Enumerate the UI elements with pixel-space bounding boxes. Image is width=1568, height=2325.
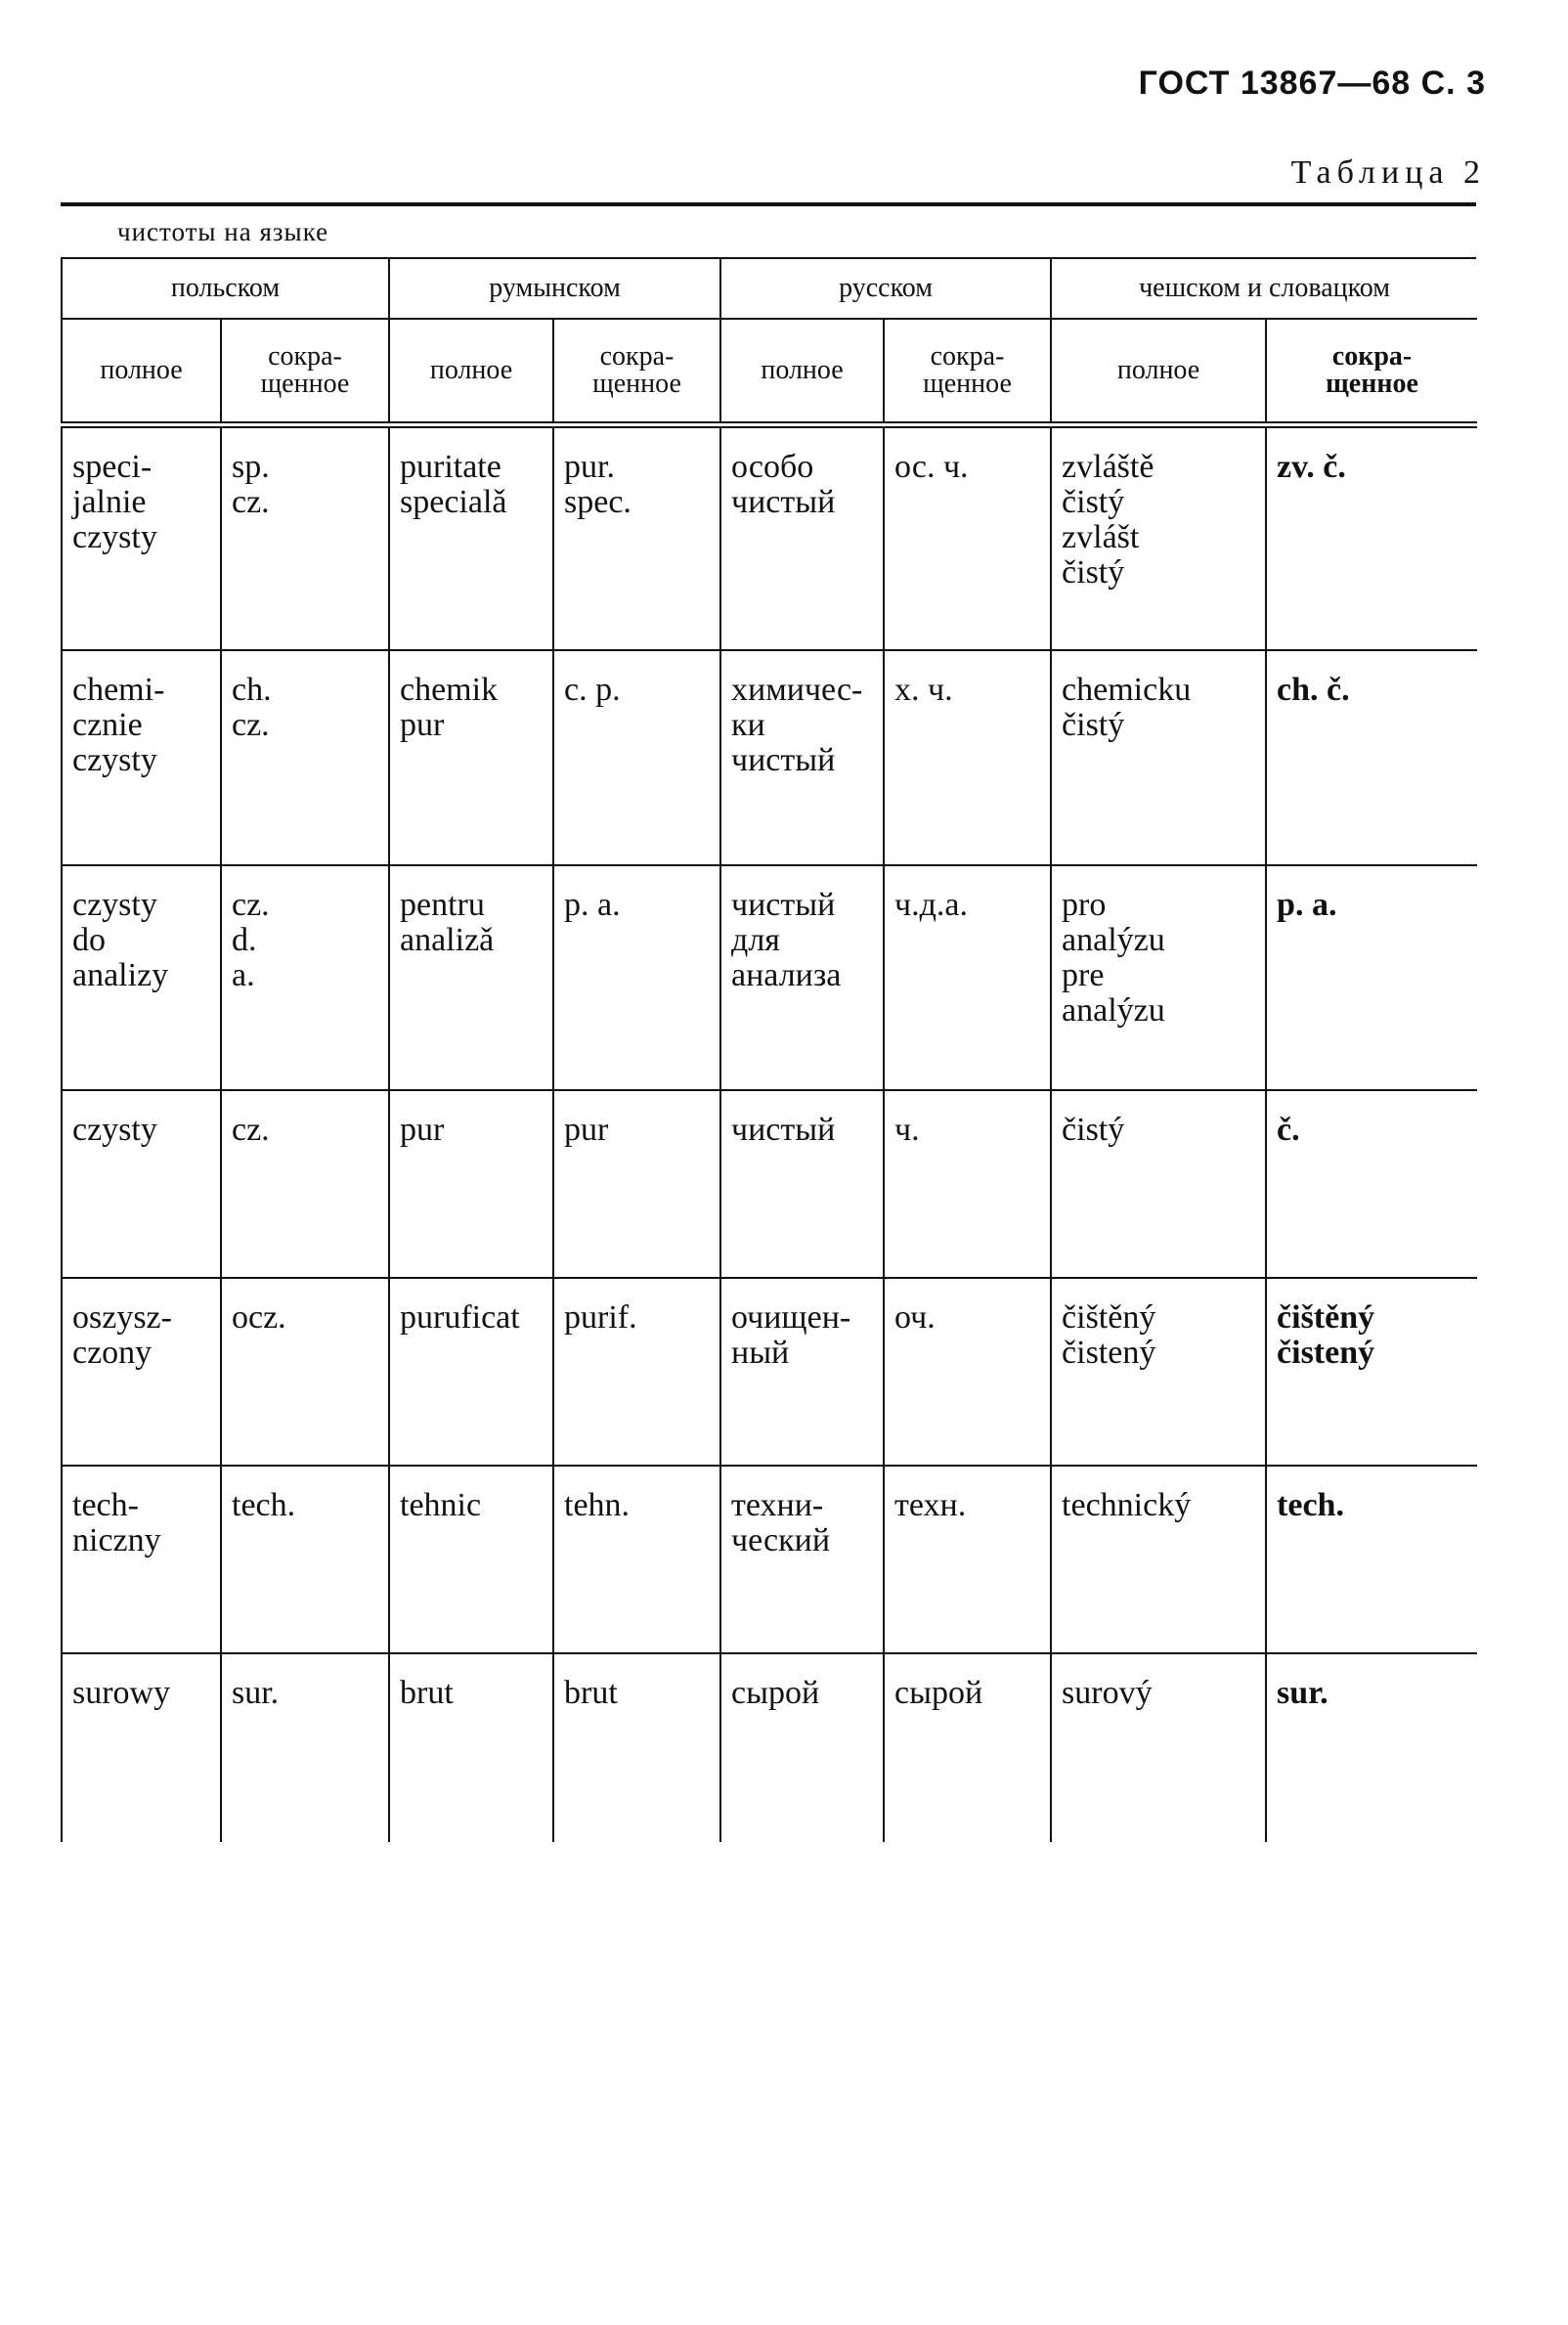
table-cell: техн. — [884, 1466, 1051, 1653]
table-cell: tehnic — [389, 1466, 553, 1653]
table-cell: technický — [1051, 1466, 1266, 1653]
table-cell: tehn. — [553, 1466, 720, 1653]
table-cell: czysty — [62, 1090, 221, 1278]
table-cell: tech- niczny — [62, 1466, 221, 1653]
table-cell: p. a. — [553, 865, 720, 1090]
table-row — [62, 865, 1477, 1090]
table-cell: čistý — [1051, 1090, 1266, 1278]
subheader-abbr: сокра- щенное — [221, 319, 389, 425]
table-cell: pur — [389, 1090, 553, 1278]
document-header: ГОСТ 13867—68 С. 3 — [1138, 65, 1486, 102]
table-cell: оч. — [884, 1278, 1051, 1466]
table-row — [62, 1278, 1477, 1466]
table-cell: х. ч. — [884, 650, 1051, 865]
table-cell: ч. — [884, 1090, 1051, 1278]
table-cell: pentru analizǎ — [389, 865, 553, 1090]
table-cell: sp. cz. — [221, 428, 389, 650]
table-body — [62, 428, 1477, 1842]
subheader-abbr: сокра- щенное — [553, 319, 720, 425]
table-cell: surowy — [62, 1653, 221, 1842]
table-cell: c. p. — [553, 650, 720, 865]
table-cell: очищен- ный — [720, 1278, 884, 1466]
table-cell: č. — [1266, 1090, 1477, 1278]
table-cell: pur. spec. — [553, 428, 720, 650]
table-cell: čištěný čistený — [1266, 1278, 1477, 1466]
table-cell: oszysz- czony — [62, 1278, 221, 1466]
table-row — [62, 1653, 1477, 1842]
table-cell: техни- ческий — [720, 1466, 884, 1653]
table-cell: чистый — [720, 1090, 884, 1278]
table-cell: chemicku čistý — [1051, 650, 1266, 865]
lang-header-polish: польском — [62, 259, 389, 319]
table-cell: puruficat — [389, 1278, 553, 1466]
subheader-abbr: сокра- щенное — [884, 319, 1051, 425]
lang-header-czech-slovak: чешском и словацком — [1051, 259, 1477, 319]
table-cell: purif. — [553, 1278, 720, 1466]
table-cell: chemi- cznie czysty — [62, 650, 221, 865]
table-cell: ch. cz. — [221, 650, 389, 865]
subheader-full: полное — [62, 319, 221, 425]
table-cell: brut — [389, 1653, 553, 1842]
table-cell: cz. d. a. — [221, 865, 389, 1090]
table-cell: особо чистый — [720, 428, 884, 650]
table-row — [62, 1090, 1477, 1278]
table-cell: сырой — [720, 1653, 884, 1842]
table-cell: химичес- ки чистый — [720, 650, 884, 865]
table-cell: puritate specialǎ — [389, 428, 553, 650]
table-cell: сырой — [884, 1653, 1051, 1842]
table-cell: speci- jalnie czysty — [62, 428, 221, 650]
table-cell: zvláště čistý zvlášt čistý — [1051, 428, 1266, 650]
table-cell: czysty do analizy — [62, 865, 221, 1090]
table-cell: surový — [1051, 1653, 1266, 1842]
table-cell: čištěný čistený — [1051, 1278, 1266, 1466]
table-cell: ос. ч. — [884, 428, 1051, 650]
table-cell: sur. — [221, 1653, 389, 1842]
lang-header-russian: русском — [720, 259, 1051, 319]
table-cell: ч.д.а. — [884, 865, 1051, 1090]
table-cell: zv. č. — [1266, 428, 1477, 650]
table-cell: чистый для анализа — [720, 865, 884, 1090]
table-cell: pro analýzu pre analýzu — [1051, 865, 1266, 1090]
table-cell: chemik pur — [389, 650, 553, 865]
table-row — [62, 1466, 1477, 1653]
table-cell: cz. — [221, 1090, 389, 1278]
subheader-full: полное — [720, 319, 884, 425]
lang-header-romanian: румынском — [389, 259, 720, 319]
purity-grades-table — [61, 259, 1477, 1842]
table-row — [62, 428, 1477, 650]
subheader-abbr: сокра- щенное — [1266, 319, 1477, 425]
table-cell: tech. — [1266, 1466, 1477, 1653]
table-cell: ch. č. — [1266, 650, 1477, 865]
table-cell: ocz. — [221, 1278, 389, 1466]
purity-table-wrapper — [61, 202, 1476, 1842]
table-row — [62, 650, 1477, 865]
table-top-label: чистоты на языке — [61, 206, 1476, 259]
table-cell: pur — [553, 1090, 720, 1278]
subheader-full: полное — [389, 319, 553, 425]
table-cell: brut — [553, 1653, 720, 1842]
table-cell: p. a. — [1266, 865, 1477, 1090]
table-cell: sur. — [1266, 1653, 1477, 1842]
table-caption: Таблица 2 — [1290, 154, 1486, 191]
table-cell: tech. — [221, 1466, 389, 1653]
subheader-full: полное — [1051, 319, 1266, 425]
